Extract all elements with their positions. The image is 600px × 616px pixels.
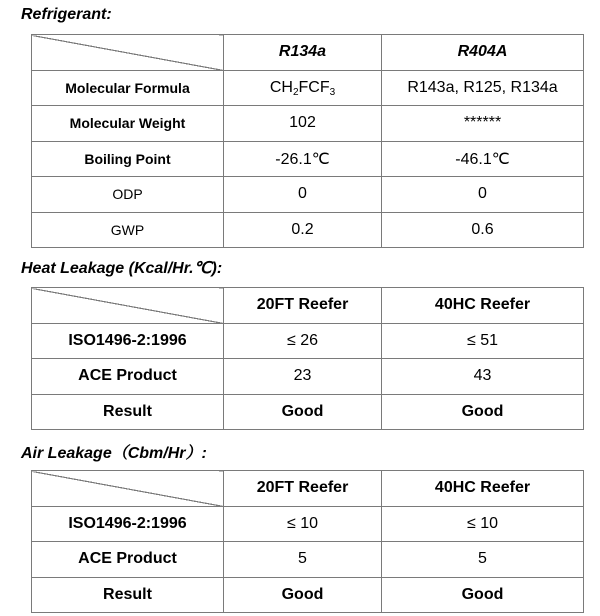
- cell-40hc-result: Good: [382, 577, 584, 613]
- table-row: [32, 323, 584, 359]
- cell-r134a-boiling: -26.1℃: [224, 141, 382, 177]
- table-header-row: [32, 471, 584, 507]
- cell-r404a-odp: 0: [382, 177, 584, 213]
- cell-20ft-result: Good: [224, 394, 382, 430]
- cell-20ft-iso: ≤ 26: [224, 323, 382, 359]
- formula-subscript: 3: [329, 86, 336, 98]
- table-row: [32, 577, 584, 613]
- cell-40hc-iso: ≤ 10: [382, 506, 584, 542]
- column-header-20ft: 20FT Reefer: [224, 288, 382, 324]
- table-row: [32, 394, 584, 430]
- column-header-40hc: 40HC Reefer: [382, 471, 584, 507]
- air-leakage-table: [31, 470, 584, 613]
- cell-r404a-weight: ******: [382, 106, 584, 142]
- row-label-ace-product: ACE Product: [32, 542, 224, 578]
- row-label-odp: ODP: [32, 177, 224, 213]
- cell-r134a-formula: [224, 70, 382, 106]
- row-label-boiling-point: Boiling Point: [32, 141, 224, 177]
- refrigerant-table: [31, 34, 584, 248]
- row-label-gwp: GWP: [32, 212, 224, 248]
- column-header-20ft: 20FT Reefer: [224, 471, 382, 507]
- cell-r404a-gwp: 0.6: [382, 212, 584, 248]
- cell-r134a-gwp: 0.2: [224, 212, 382, 248]
- table-row: [32, 506, 584, 542]
- row-label-result: Result: [32, 394, 224, 430]
- formula-subscript: 2: [292, 86, 299, 98]
- table-header-row: [32, 35, 584, 71]
- cell-20ft-iso: ≤ 10: [224, 506, 382, 542]
- diagonal-corner-cell: [32, 471, 224, 507]
- row-label-molecular-weight: Molecular Weight: [32, 106, 224, 142]
- cell-r134a-odp: 0: [224, 177, 382, 213]
- row-label-ace-product: ACE Product: [32, 359, 224, 395]
- heat-leakage-title: Heat Leakage (Kcal/Hr.℃):: [21, 260, 223, 277]
- table-row: [32, 106, 584, 142]
- row-label-iso: ISO1496-2:1996: [32, 323, 224, 359]
- formula-part: FCF: [298, 78, 330, 96]
- cell-40hc-iso: ≤ 51: [382, 323, 584, 359]
- table-row: [32, 141, 584, 177]
- column-header-40hc: 40HC Reefer: [382, 288, 584, 324]
- cell-20ft-ace: 5: [224, 542, 382, 578]
- row-label-iso: ISO1496-2:1996: [32, 506, 224, 542]
- cell-40hc-ace: 5: [382, 542, 584, 578]
- refrigerant-title: Refrigerant:: [21, 6, 112, 23]
- table-row: [32, 177, 584, 213]
- row-label-result: Result: [32, 577, 224, 613]
- cell-r404a-formula: R143a, R125, R134a: [382, 70, 584, 106]
- row-label-molecular-formula: Molecular Formula: [32, 70, 224, 106]
- column-header-r134a: R134a: [224, 35, 382, 71]
- table-header-row: [32, 288, 584, 324]
- diagonal-corner-cell: [32, 35, 224, 71]
- heat-leakage-table: [31, 287, 584, 430]
- table-row: [32, 70, 584, 106]
- formula-part: CH: [269, 78, 293, 96]
- table-row: [32, 542, 584, 578]
- cell-20ft-result: Good: [224, 577, 382, 613]
- cell-r134a-weight: 102: [224, 106, 382, 142]
- cell-20ft-ace: 23: [224, 359, 382, 395]
- cell-40hc-ace: 43: [382, 359, 584, 395]
- table-row: [32, 212, 584, 248]
- table-row: [32, 359, 584, 395]
- air-leakage-title: Air Leakage（Cbm/Hr）:: [21, 445, 207, 462]
- column-header-r404a: R404A: [382, 35, 584, 71]
- diagonal-corner-cell: [32, 288, 224, 324]
- cell-40hc-result: Good: [382, 394, 584, 430]
- cell-r404a-boiling: -46.1℃: [382, 141, 584, 177]
